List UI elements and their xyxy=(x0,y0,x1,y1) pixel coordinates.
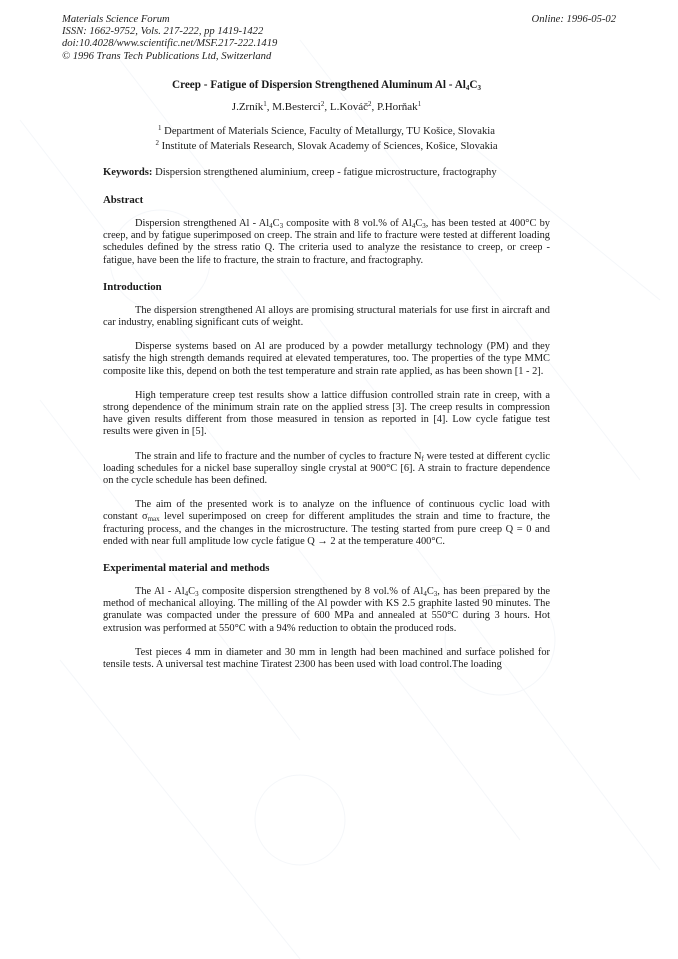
author-list xyxy=(103,100,550,118)
author: P.Horňak$^1$ xyxy=(377,100,422,113)
author: M.Besterci$^2$, xyxy=(272,100,330,113)
affiliation-1: $^1$ Department of Materials Science, Faculty of Metallurgy, TU Košice, Slovakia xyxy=(158,124,495,137)
journal-name: Materials Science Forum xyxy=(62,14,170,25)
introduction-heading: Introduction xyxy=(103,280,162,293)
keywords-label: Keywords: xyxy=(103,167,153,178)
abstract-heading: Abstract xyxy=(103,194,144,206)
paper-body xyxy=(103,78,550,671)
introduction-paragraph: High temperature creep test results show a lattice diffusion controlled strain rate in creep, with a strong dependence of the minimum strain rate on the applied stress [3]. The creep results in compression have given results different from those measured in tension as reported in [4]. Low cycle fatigue test results were given in [5]. xyxy=(103,389,550,438)
experimental-paragraph: The Al - $Al_4C_3$ composite dispersion strengthened by 8 vol.% of $Al_4C_3$, has been prepared by the method of mechanical alloying. The milling of the Al powder with KS 2.5 graphite lasted 90 minutes. The granulate was compacted under the pressure of 600 MPa and annealed at 550°C during 3 hours. Hot extrusion was performed at 550°C with a 94% reduction to obtain the produced rods. xyxy=(103,586,551,634)
author: L.Kováč$^2$, xyxy=(329,100,378,113)
paper-title: Creep - Fatigue of Dispersion Strengthened Aluminum Al - $Al_4C_3$ xyxy=(172,79,481,92)
introduction-paragraph: The aim of the presented work is to analyze on the influence of continuous cyclic load with constant $\sigma_{max}$ level superimposed on creep for different amplitudes the strain and time to fracture, the fracturing process, and the changes in the microstructure. The testing started from pure creep Q = 0 and ended with near full amplitude low cycle fatigue Q → 2 at the temperature 400°C. xyxy=(103,499,550,547)
online-date: Online: 1996-05-02 xyxy=(531,14,616,25)
introduction-paragraph: The dispersion strengthened Al alloys are promising structural materials for use first in aircraft and car industry, enabling significant cuts of weight. xyxy=(103,304,550,329)
copyright-line: © 1996 Trans Tech Publications Ltd, Switzerland xyxy=(62,50,272,62)
experimental-paragraph: Test pieces 4 mm in diameter and 30 mm in length had been machined and surface polished for tensile tests. A universal test machine Tiratest 2300 has been used with load control.The loading xyxy=(103,646,550,671)
keywords: Keywords: Dispersion strengthened aluminium, creep - fatigue microstructure, fractography xyxy=(103,167,497,178)
affiliations xyxy=(103,124,550,154)
introduction-paragraph: Disperse systems based on Al are produced by a powder metallurgy technology (PM) and they satisfy the high strength demands required at elevated temperatures, too. The properties of the type MMC composite like this, depend on both the test temperature and strain rate applied, as has been shown [1 - 2]. xyxy=(103,341,550,377)
experimental-heading: Experimental material and methods xyxy=(103,562,270,575)
abstract-text: Dispersion strengthened Al - $Al_4C_3$ composite with 8 vol.% of $Al_4C_3$, has been tested at 400°C by creep, and by fatigue superimposed on creep. The strain and life to fracture were tested at different loading schedules defined by the stress ratio Q. The criteria used to analyze the resistance to creep, or creep - fatigue, have been the life to fracture, the strain to fracture, and fractography. xyxy=(103,218,550,266)
author: J.Zrník$^1$, xyxy=(231,100,273,113)
publication-info xyxy=(62,14,277,63)
doi-line[interactable]: doi:10.4028/www.scientific.net/MSF.217-222.1419 xyxy=(62,38,278,50)
introduction-paragraph: The strain and life to fracture and the number of cycles to fracture $N_f$ were tested at different cyclic loading schedules for a nickel base superalloy single crystal at 900°C [6]. A strain to fracture dependence on the cycle schedule has been defined. xyxy=(103,450,550,487)
affiliation-2: $^2$ Institute of Materials Research, Slovak Academy of Sciences, Košice, Slovakia xyxy=(155,139,498,152)
issn-line: ISSN: 1662-9752, Vols. 217-222, pp 1419-1422 xyxy=(62,26,264,38)
